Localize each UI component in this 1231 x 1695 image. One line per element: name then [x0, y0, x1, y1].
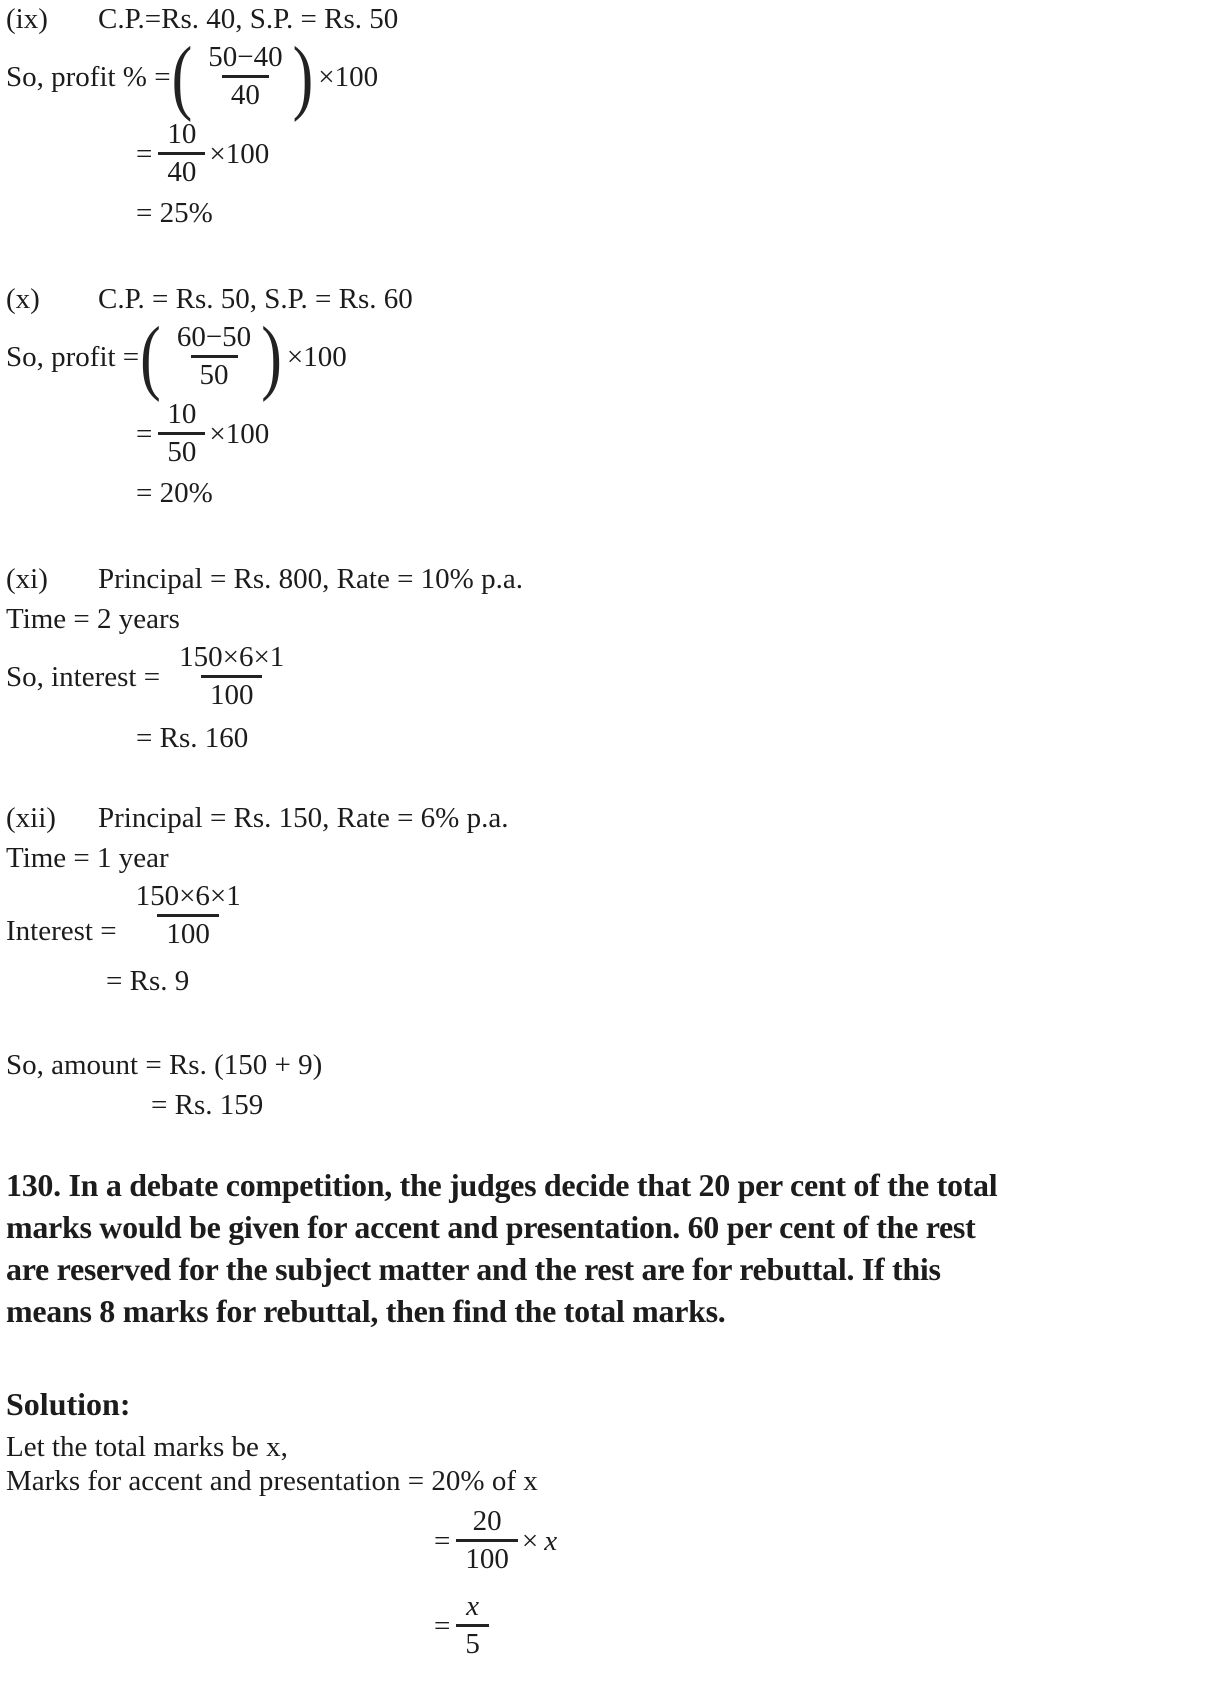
xi-result: = Rs. 160 — [136, 722, 249, 754]
numerator: 50−40 — [208, 41, 283, 73]
question-130 — [6, 1164, 1221, 1332]
ix-result: = 25% — [136, 197, 213, 229]
fraction — [456, 1506, 518, 1575]
fraction — [158, 399, 205, 468]
fraction — [158, 119, 205, 188]
xi-equation-lead: So, interest = — [6, 660, 161, 693]
amount-result: = Rs. 159 — [151, 1089, 264, 1121]
ix-result-line — [136, 196, 1221, 230]
numerator: 150×6×1 — [135, 880, 241, 912]
fraction — [456, 1591, 489, 1660]
numerator: x — [466, 1590, 480, 1622]
equals-sign: = — [434, 1609, 451, 1642]
solution-heading: Solution: — [6, 1386, 131, 1422]
solution-line-1 — [6, 1430, 1221, 1464]
item-xii-given: Principal = Rs. 150, Rate = 6% p.a. — [98, 802, 509, 834]
question-line: 130. In a debate competition, the judges decide that 20 per cent of the total — [6, 1167, 998, 1203]
xi-result-line — [136, 721, 1221, 755]
x-equation-lead: So, profit = — [6, 340, 140, 373]
ix-equation-lead: So, profit % = — [6, 60, 171, 93]
equals-sign: = — [434, 1524, 451, 1557]
item-ix-label: (ix) — [6, 3, 48, 35]
times-100: ×100 — [286, 340, 347, 373]
xii-result-line — [106, 964, 1221, 998]
times-100: ×100 — [209, 417, 270, 450]
times-sign: × — [521, 1524, 539, 1557]
numerator: 60−50 — [176, 321, 252, 353]
item-xii-label: (xii) — [6, 802, 56, 834]
solution-text: Marks for accent and presentation = 20% of x — [6, 1465, 538, 1497]
right-paren: ) — [292, 30, 314, 123]
xii-time: Time = 1 year — [6, 842, 169, 874]
xii-result: = Rs. 9 — [106, 965, 190, 997]
equals-sign: = — [136, 417, 153, 450]
fraction — [127, 881, 250, 950]
question-line: means 8 marks for rebuttal, then find the total marks. — [6, 1293, 726, 1329]
denominator: 50 — [158, 432, 205, 468]
times-100: ×100 — [209, 137, 270, 170]
xi-time-line — [6, 602, 1221, 636]
ix-profit-equation — [6, 30, 1221, 123]
question-line: are reserved for the subject matter and the rest are for rebuttal. If this — [6, 1251, 941, 1287]
item-xii-given-line — [6, 801, 1221, 835]
item-xi-label: (xi) — [6, 563, 48, 595]
denominator: 100 — [456, 1539, 518, 1575]
numerator: 10 — [167, 118, 197, 150]
left-paren: ( — [171, 30, 193, 123]
solution-line-2 — [6, 1464, 1221, 1498]
fraction — [199, 42, 291, 111]
right-paren: ) — [261, 310, 282, 403]
xi-time: Time = 2 years — [6, 603, 180, 635]
denominator: 40 — [222, 75, 269, 111]
item-x-given: C.P. = Rs. 50, S.P. = Rs. 60 — [98, 283, 413, 315]
xi-interest-equation — [6, 642, 1221, 711]
amount-line — [6, 1048, 1221, 1082]
times-100: ×100 — [318, 60, 379, 93]
denominator: 100 — [157, 914, 219, 950]
denominator: 5 — [456, 1624, 489, 1660]
variable-x: x — [544, 1524, 558, 1557]
x-profit-equation — [6, 310, 1221, 403]
denominator: 100 — [201, 675, 263, 711]
amount-result-line — [151, 1088, 1221, 1122]
fraction — [170, 642, 293, 711]
x-simplified-equation — [136, 399, 1221, 468]
ix-simplified-equation — [136, 119, 1221, 188]
solution-text: Let the total marks be x, — [6, 1431, 288, 1463]
item-xi-given-line — [6, 562, 1221, 596]
item-ix-given: C.P.=Rs. 40, S.P. = Rs. 50 — [98, 3, 399, 35]
x-result: = 20% — [136, 477, 213, 509]
amount-text: So, amount = Rs. (150 + 9) — [6, 1049, 323, 1081]
item-x-given-line — [6, 282, 1221, 316]
numerator: 10 — [167, 398, 197, 430]
x-result-line — [136, 476, 1221, 510]
item-x-label: (x) — [6, 283, 40, 315]
xii-interest-equation — [6, 881, 1221, 950]
xii-time-line — [6, 841, 1221, 875]
denominator: 40 — [158, 152, 205, 188]
fraction — [168, 322, 260, 391]
denominator: 50 — [191, 355, 238, 391]
solution-equation-2 — [434, 1591, 1221, 1660]
left-paren: ( — [140, 310, 161, 403]
equals-sign: = — [136, 137, 153, 170]
xii-equation-lead: Interest = — [6, 915, 117, 947]
solution-equation-1 — [434, 1506, 1221, 1575]
numerator: 20 — [472, 1505, 502, 1537]
question-line: marks would be given for accent and presentation. 60 per cent of the rest — [6, 1209, 976, 1245]
numerator: 150×6×1 — [179, 641, 285, 673]
item-xi-given: Principal = Rs. 800, Rate = 10% p.a. — [98, 563, 523, 595]
